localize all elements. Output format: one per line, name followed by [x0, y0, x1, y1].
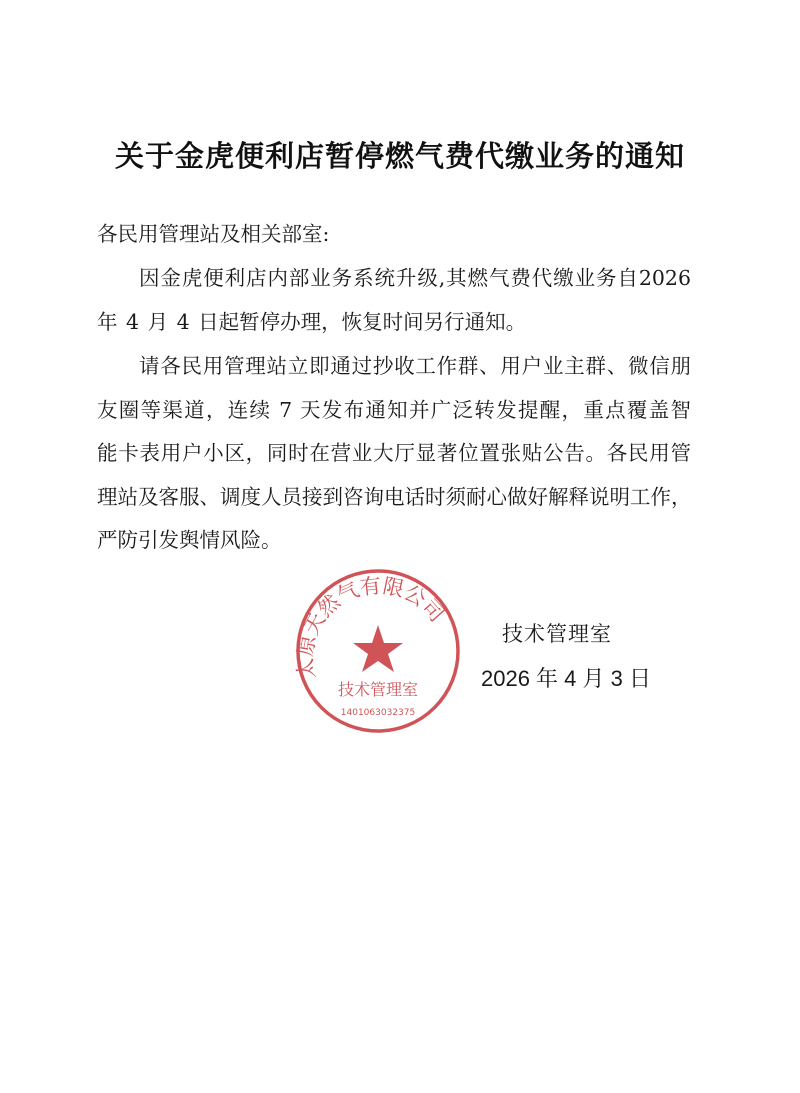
paragraph-2-line-5: 严防引发舆情风险。: [97, 528, 282, 552]
seal-number: 1401063032375: [340, 708, 416, 718]
paragraph-2-line-3: 能卡表用户小区，同时在营业大厅显著位置张贴公告。各民用管: [97, 441, 691, 465]
seal-star-icon: [353, 625, 403, 672]
paragraph-2-line-2: 友圈等渠道，连续 7 天发布通知并广泛转发提醒，重点覆盖智: [97, 398, 691, 422]
company-seal: [290, 565, 465, 735]
signature-department: 技术管理室: [502, 622, 612, 646]
paragraph-1-line-1: 因金虎便利店内部业务系统升级,其燃气费代缴业务自2026: [139, 266, 691, 290]
seal-ring-text: 太原天然气有限公司: [292, 573, 450, 681]
signature-date: 2026 年 4 月 3 日: [481, 666, 651, 691]
salutation: 各民用管理站及相关部室:: [97, 222, 330, 246]
document-title: 关于金虎便利店暂停燃气费代缴业务的通知: [114, 139, 685, 173]
paragraph-2-line-4: 理站及客服、调度人员接到咨询电话时须耐心做好解释说明工作，: [97, 485, 692, 509]
paragraph-1-line-2: 年 4 月 4 日起暂停办理，恢复时间另行通知。: [97, 310, 527, 334]
paragraph-2-line-1: 请各民用管理站立即通过抄收工作群、用户业主群、微信朋: [139, 354, 691, 378]
seal-center-text: 技术管理室: [337, 680, 419, 699]
